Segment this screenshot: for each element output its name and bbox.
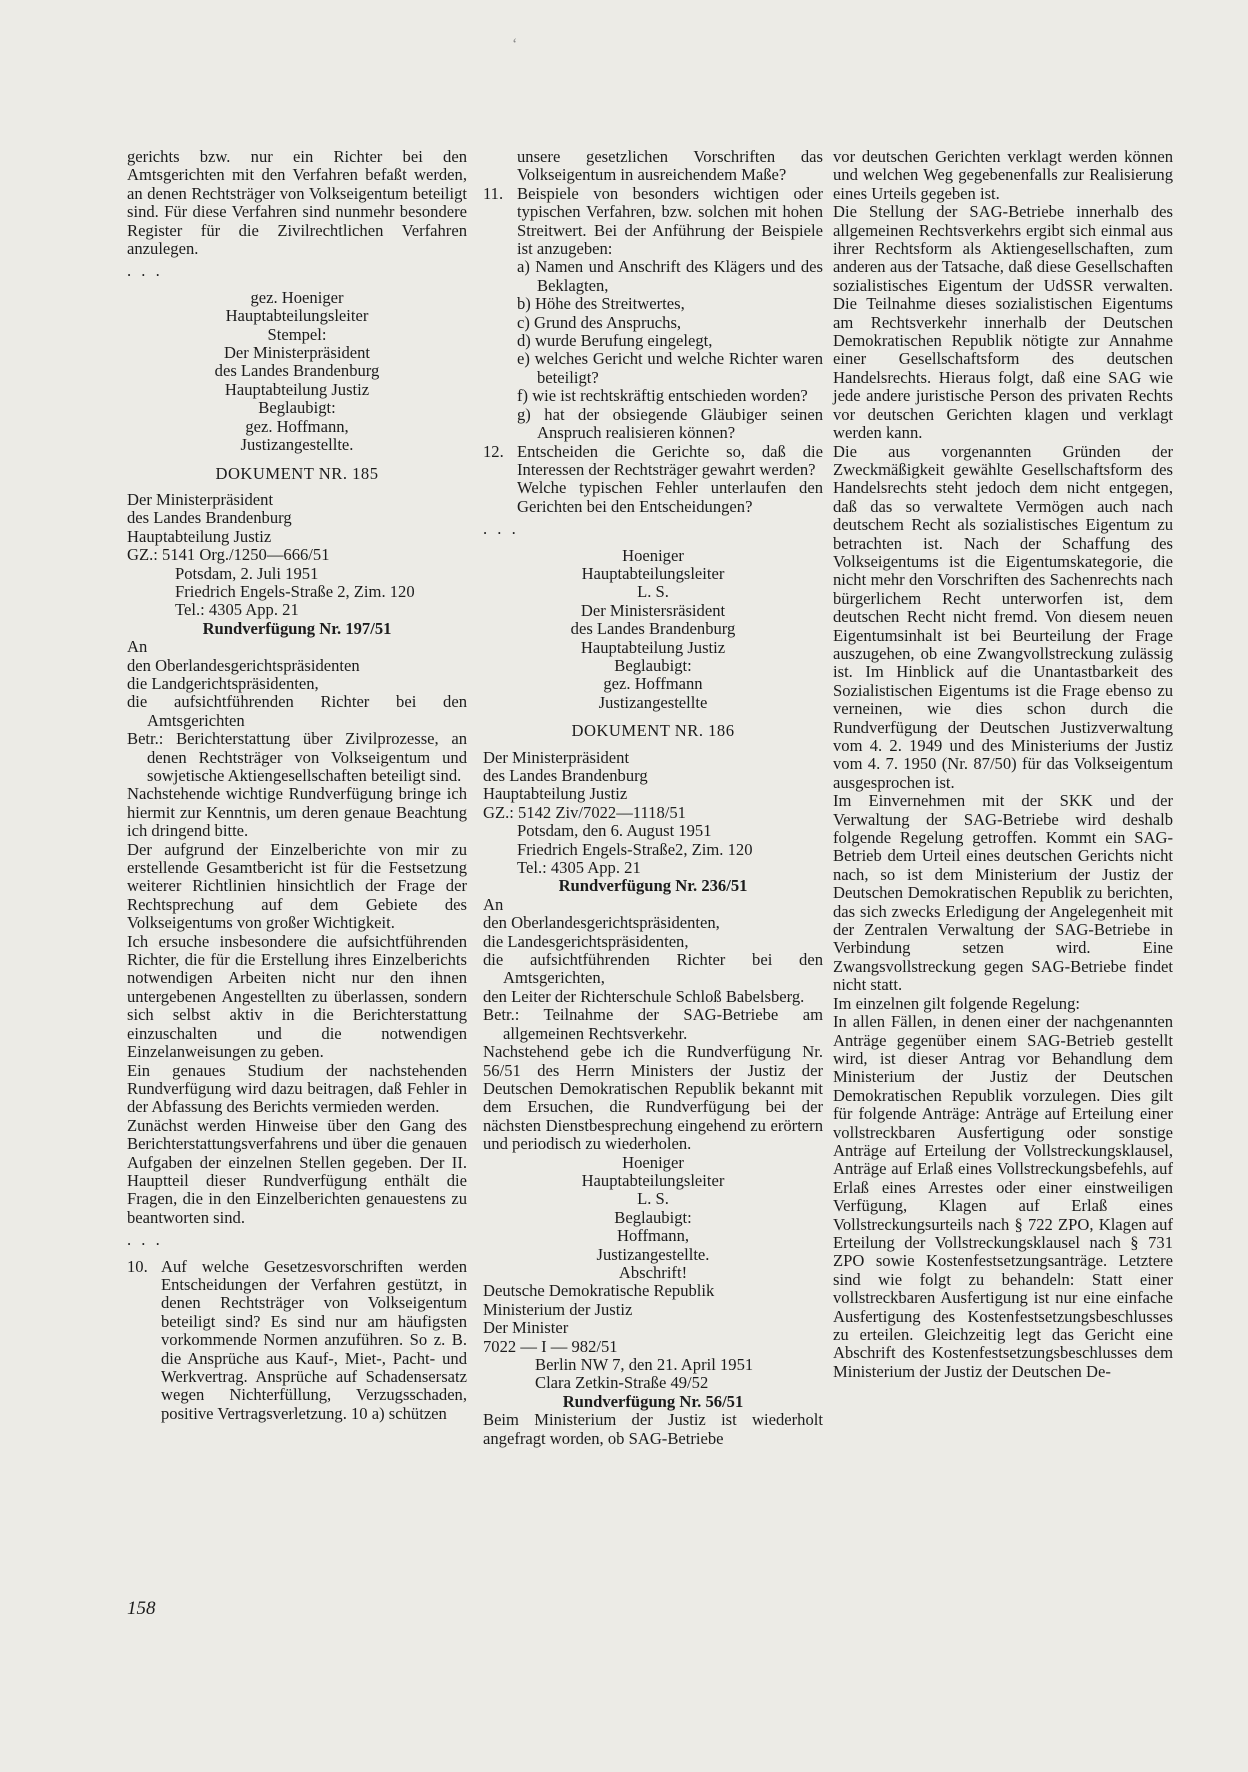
scan-mark: ʻ [512, 36, 518, 53]
sender-line: Ministerium der Justiz [483, 1299, 633, 1319]
signature-line: des Landes Brandenburg [214, 361, 380, 381]
paragraph: Zunächst werden Hinweise über den Gang des Berichterstattungsverfahrens und über die genauen Aufgaben der einzelnen Stellen gegeben. Der II. Hauptteil dieser Rundverfügung enthält die Fragen, die in den Einzelberichten genauestens zu beantworten sind. [127, 1115, 467, 1227]
signature-line: Hoffmann, [616, 1226, 690, 1246]
ellipsis: . . . [483, 519, 519, 539]
column-left [127, 148, 467, 1423]
recipient-line: den Oberlandesgerichtspräsidenten, [483, 913, 720, 933]
signature-block [483, 547, 823, 713]
signature-line: Hauptabteilung Justiz [580, 637, 726, 657]
list-item: g) hat der obsiegende Gläubiger seinen Anspruch realisieren können? [517, 404, 823, 443]
item-text: Auf welche Gesetzesvorschriften werden Entscheidungen der Verfahren gestützt, in denen Rechtsträger von Volkseigentum beteiligt sind? Es sind nur am häufigsten vorkommende Normen anzuführen. So z. B. die Ansprüche aus Kauf-, Miet-, Pacht- und Werkvertrag. Ansprüche auf Schadensersatz wegen Nichterfüllung, Verzugsschaden, positive Vertragsverletzung. 10 a) schützen [161, 1256, 467, 1423]
reference-number: GZ.: 5141 Org./1250—666/51 [127, 545, 330, 565]
signature-line: des Landes Brandenburg [570, 619, 736, 639]
signature-line: Justizangestellte. [596, 1244, 710, 1264]
paragraph: In allen Fällen, in denen einer der nachgenannten Anträge gegenüber einem SAG-Betrieb gestellt wird, ist dieser Antrag vor Behandlung dem Ministerium der Justiz der Deutschen Demokratischen Republik vorzulegen. Dies gilt für folgende Anträge: Anträge auf Erteilung einer vollstreckbaren Ausfertigung oder sonstige Anträge auf Erteilung der Vollstreckungsklausel, Anträge auf Erlaß eines Vollstreckungsbefehls, auf Erlaß eines Arrestes oder einer einstweiligen Verfügung, Klagen auf Erlaß eines Vollstreckungsurteils nach § 722 ZPO, Klagen auf Erteilung der Vollstreckungsklausel nach § 731 ZPO sowie Kostenfestsetzungsanträge. Letztere sind wie folgt zu behandeln: Statt einer vollstreckbaren Ausfertigung ist nur eine einfache Ausfertigung des Kostenfestsetzungsbeschlusses zu erteilen. Gleichzeitig legt das Gericht eine Abschrift des Kostenfestsetzungsbeschlusses dem Ministerium der Justiz der Deutschen De- [833, 1012, 1173, 1381]
sender-line: Hauptabteilung Justiz [483, 784, 628, 804]
signature-line: Hauptabteilungsleiter [581, 1170, 725, 1190]
place-line: Friedrich Engels-Straße 2, Zim. 120 [175, 581, 415, 601]
signature-block [483, 1154, 823, 1283]
sender-line: Der Ministerpräsident [127, 489, 274, 509]
column-right [833, 148, 1173, 1381]
signature-line: Der Ministerpräsident [223, 343, 371, 363]
signature-line: Hoeniger [622, 545, 684, 565]
reference-number: GZ.: 5142 Ziv/7022—1118/51 [483, 802, 686, 822]
sender-line: des Landes Brandenburg [127, 508, 292, 528]
sender-line: Der Ministerpräsident [483, 747, 630, 767]
paragraph: Die aus vorgenannten Gründen der Zweckmäßigkeit gewählte Gesellschaftsform des Handelsrechts steht jedoch dem nicht entgegen, daß das so verwaltete Vermögen auch nach deutschem Recht als sozialistisches Eigentum zu betrachten ist. Nach der Schaffung des Volkseigentums ist die Eigentumskategorie, die nicht mehr den Vorschriften des Sachenrechts nach bürgerlichem Recht unterworfen ist, dem deutschen Recht nicht fremd. Von diesem neuen Eigentumsinhalt ist bei Beurteilung der Frage auszugehen, ob eine Zwangvollstreckung zulässig ist. Im Hinblick auf die Unantastbarkeit des Sozialistischen Eigentums ist die Frage ebenso zu verneinen, wie dies schon durch die Rundverfügung der Deutschen Justizverwaltung vom 4. 2. 1949 und des Ministeriums der Justiz vom 4. 7. 1950 (Nr. 87/50) für das Volkseigentum ausgesprochen ist. [833, 441, 1173, 792]
recipient-line: die Landesgerichtspräsidenten, [483, 931, 689, 951]
recipient-line: den Oberlandesgerichtspräsidenten [127, 655, 360, 675]
page-number: 158 [127, 1598, 156, 1619]
item-number: 12. [483, 441, 504, 461]
recipient-label: An [483, 894, 504, 914]
numbered-item [127, 1258, 467, 1424]
paragraph: Ein genaues Studium der nachstehenden Rundverfügung wird dazu beitragen, daß Fehler in der Abfassung des Berichts vermieden werden. [127, 1060, 467, 1117]
sub-list [483, 258, 823, 442]
paragraph: Nachstehend gebe ich die Rundverfügung Nr. 56/51 des Herrn Ministers der Justiz der Deutschen Demokratischen Republik bekannt mit dem Ersuchen, die Rundverfügung bei der nächsten Dienstbesprechung eingehend zu erörtern und periodisch zu wiederholen. [483, 1042, 823, 1154]
place-line: Potsdam, 2. Juli 1951 [175, 563, 319, 583]
place-line: Clara Zetkin-Straße 49/52 [535, 1373, 709, 1393]
signature-line: Der Ministersräsident [580, 600, 726, 620]
decree-title: Rundverfügung Nr. 197/51 [202, 618, 392, 638]
signature-line: gez. Hoffmann, [245, 416, 349, 436]
list-item: b) Höhe des Streitwertes, [517, 294, 685, 314]
numbered-item [483, 443, 823, 480]
item-number: 11. [483, 183, 504, 203]
recipient-line: die aufsichtführenden Richter bei den Amtsgerichten [127, 692, 467, 730]
signature-line: Beglaubigt: [614, 1207, 692, 1227]
signature-line: gez. Hoeniger [250, 287, 344, 307]
reference-number: 7022 — I — 982/51 [483, 1336, 618, 1356]
place-line: Potsdam, den 6. August 1951 [517, 821, 712, 841]
signature-line: Hoeniger [622, 1152, 684, 1172]
list-item: d) wurde Berufung eingelegt, [517, 331, 713, 351]
paragraph: Der aufgrund der Einzelberichte von mir zu erstellende Gesamtbericht ist für die Festsetzung weiterer Richtlinien hinsichtlich der Frage der Rechtsprechung auf dem Gebiete des Volkseigentums von großer Wichtigkeit. [127, 839, 467, 933]
subject-line: Betr.: Berichterstattung über Zivilprozesse, an denen Rechtsträger von Volkseigentum und sowjetische Aktiengesellschaften beteiligt sind. [127, 729, 467, 785]
paragraph: vor deutschen Gerichten verklagt werden können und welchen Weg gegebenenfalls zur Realisierung eines Urteils gegeben ist. [833, 147, 1173, 203]
recipient-line: den Leiter der Richterschule Schloß Babelsberg. [483, 986, 805, 1006]
place-line: Friedrich Engels-Straße2, Zim. 120 [517, 839, 753, 859]
sender-line: des Landes Brandenburg [483, 766, 648, 785]
ellipsis: . . . [127, 1230, 163, 1250]
sender-line: Hauptabteilung Justiz [127, 526, 272, 546]
place-line: Tel.: 4305 App. 21 [175, 600, 299, 620]
paragraph: Ich ersuche insbesondere die aufsichtführenden Richter, die für die Erstellung ihres Einzelberichts notwendigen Arbeiten nicht nur den ihnen untergebenen Angestellten zu überlassen, sondern sich selbst aktiv in die Berichterstattung einzuschalten und die notwendigen Einzelanweisungen zu geben. [127, 931, 467, 1062]
list-item: c) Grund des Anspruchs, [517, 312, 682, 332]
item-text: Entscheiden die Gerichte so, daß die Interessen der Rechtsträger gewahrt werden? [517, 441, 823, 479]
decree-title: Rundverfügung Nr. 236/51 [558, 876, 748, 896]
paragraph: Im einzelnen gilt folgende Regelung: [833, 993, 1080, 1013]
list-item: a) Namen und Anschrift des Klägers und des Beklagten, [517, 257, 823, 295]
paragraph: Die Stellung der SAG-Betriebe innerhalb des allgemeinen Rechtsverkehrs ergibt sich einmal aus ihrer Rechtsform als Aktiengesellschaften, zum anderen aus der Tatsache, daß diese Gesellschaften sozialistisches Eigentum der UdSSR verwalten. Die Teilnahme dieses sozialistischen Eigentums am Rechtsverkehr innerhalb der Deutschen Demokratischen Republik nötigte zur Annahme einer Gesellschaftsform des deutschen Handelsrechts. Hieraus folgt, daß eine SAG wie jede andere juristische Person des privaten Rechts vor deutschen Gerichten klagen und verklagt werden kann. [833, 202, 1173, 443]
sender-line: Der Minister [483, 1318, 569, 1338]
list-item: e) welches Gericht und welche Richter waren beteiligt? [517, 349, 823, 387]
numbered-item [483, 185, 823, 259]
signature-line: Justizangestellte [598, 692, 708, 712]
signature-line: Hauptabteilungsleiter [581, 563, 725, 583]
signature-line: Abschrift! [618, 1262, 688, 1282]
signature-line: Justizangestellte. [240, 435, 354, 455]
signature-line: L. S. [637, 582, 669, 602]
paragraph: gerichts bzw. nur ein Richter bei den Amtsgerichten mit den Verfahren befaßt werden, an denen Rechtsträger von Volkseigentum beteiligt sind. Für diese Verfahren sind nunmehr besondere Register für die Zivilrechtlichen Verfahren anzulegen. [127, 147, 467, 259]
document-heading: DOKUMENT NR. 186 [571, 721, 735, 741]
signature-line: Beglaubigt: [614, 655, 692, 675]
list-item: f) wie ist rechtskräftig entschieden worden? [517, 386, 808, 406]
signature-block [127, 289, 467, 455]
subject-line: Betr.: Teilnahme der SAG-Betriebe am allgemeinen Rechtsverkehr. [483, 1005, 823, 1043]
recipient-line: die aufsichtführenden Richter bei den Amtsgerichten, [483, 950, 823, 988]
signature-line: Hauptabteilungsleiter [225, 306, 369, 326]
place-line: Berlin NW 7, den 21. April 1951 [535, 1355, 754, 1374]
place-line: Tel.: 4305 App. 21 [517, 858, 641, 878]
signature-line: L. S. [637, 1189, 669, 1209]
paragraph: Im Einvernehmen mit der SKK und der Verwaltung der SAG-Betriebe wird deshalb folgende Regelung getroffen. Kommt ein SAG-Betrieb dem Urteil eines deutschen Gerichts nicht nach, so ist dem Ministerium der Justiz der Deutschen Demokratischen Republik zu berichten, das sich zwecks Erledigung der Angelegenheit mit der Zentralen Verwaltung der SAG-Betriebe in Verbindung setzen wird. Eine Zwangsvollstreckung gegen SAG-Betriebe findet nicht statt. [833, 791, 1173, 995]
signature-line: gez. Hoffmann [603, 674, 703, 694]
item-text: Beispiele von besonders wichtigen oder typischen Verfahren, bzw. solchen mit hohen Streitwert. Bei der Anführung der Beispiele ist anzugeben: [517, 183, 823, 259]
paragraph: Welche typischen Fehler unterlaufen den Gerichten bei den Entscheidungen? [517, 478, 823, 516]
signature-line: Hauptabteilung Justiz [224, 379, 370, 399]
signature-line: Stempel: [267, 324, 327, 344]
column-middle [483, 148, 823, 1448]
decree-title: Rundverfügung Nr. 56/51 [562, 1391, 744, 1411]
paragraph: Beim Ministerium der Justiz ist wiederholt angefragt worden, ob SAG-Betriebe [483, 1410, 823, 1448]
paragraph: unsere gesetzlichen Vorschriften das Volkseigentum in ausreichendem Maße? [517, 147, 823, 185]
signature-line: Beglaubigt: [258, 398, 336, 418]
item-number: 10. [127, 1256, 148, 1276]
ellipsis: . . . [127, 261, 163, 281]
paragraph: Nachstehende wichtige Rundverfügung bringe ich hiermit zur Kenntnis, um deren genaue Beachtung ich dringend bitte. [127, 784, 467, 841]
recipient-label: An [127, 637, 148, 657]
recipient-line: die Landgerichtspräsidenten, [127, 673, 319, 693]
document-heading: DOKUMENT NR. 185 [215, 463, 379, 483]
sender-line: Deutsche Demokratische Republik [483, 1281, 715, 1301]
